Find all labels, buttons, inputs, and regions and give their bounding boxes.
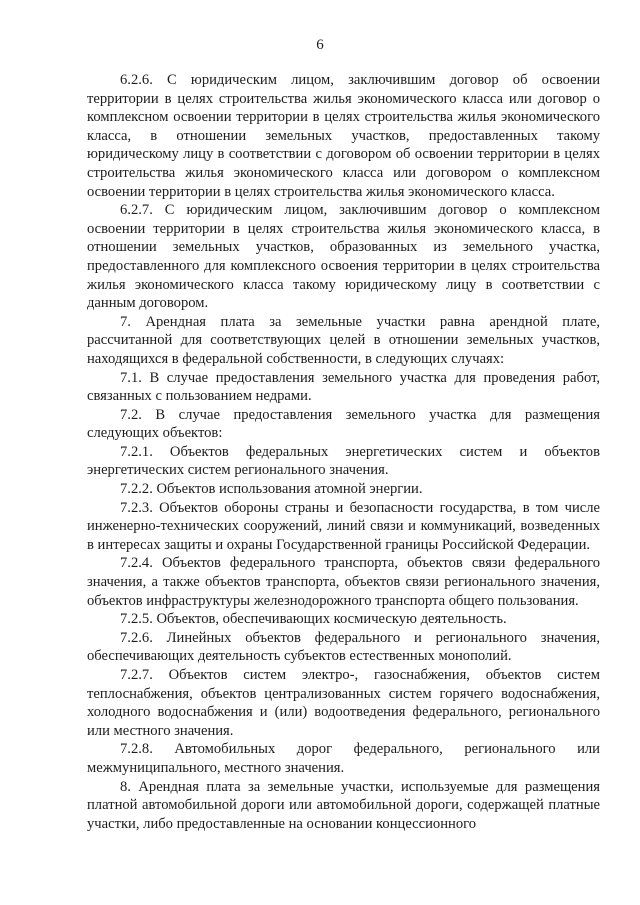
paragraph-7-2-7: 7.2.7. Объектов систем электро-, газоснабжения, объектов систем теплоснабжения, объектов централизованных систем горячего водоснабжения, холодного водоснабжения и (или) водоотведения федерального, регионального или местного значения. xyxy=(87,667,600,739)
paragraph-6-2-7: 6.2.7. С юридическим лицом, заключившим договор о комплексном освоении территории в целях строительства жилья экономического класса, в отношении земельных участков, образованных из земельного участка, предоставленного для комплексного освоения территории в целях строительства жилья экономического класса такому юридическому лицу в соответствии с данным договором. xyxy=(87,202,600,312)
paragraph-7-2-2: 7.2.2. Объектов использования атомной энергии. xyxy=(120,481,423,498)
paragraph-6-2-6: 6.2.6. С юридическим лицом, заключившим договор об освоении территории в целях строительства жилья экономического класса или договор о комплексном освоении территории в целях строительства жилья экономического класса, в отношении земельных участков, предоставленных такому юридическому лицу в соответствии с договором об освоении территории в целях строительства жилья экономического класса или договором о комплексном освоении территории в целях строительства жилья экономического класса. xyxy=(87,72,600,200)
page-number: 6 xyxy=(316,37,324,53)
paragraph-7-2-1: 7.2.1. Объектов федеральных энергетических систем и объектов энергетических систем регионального значения. xyxy=(87,443,600,479)
paragraph-7-2: 7.2. В случае предоставления земельного участка для размещения следующих объектов: xyxy=(87,406,600,442)
paragraph-7-2-3: 7.2.3. Объектов обороны страны и безопасности государства, в том числе инженерно-технических сооружений, линий связи и коммуникаций, возведенных в интересах защиты и охраны Государственной границы Российской Федерации. xyxy=(87,499,600,553)
paragraph-7-2-6: 7.2.6. Линейных объектов федерального и регионального значения, обеспечивающих деятельность субъектов естественных монополий. xyxy=(87,629,600,665)
paragraph-7-2-4: 7.2.4. Объектов федерального транспорта, объектов связи федерального значения, а также объектов транспорта, объектов связи регионального значения, объектов инфраструктуры железнодорожного транспорта общего пользования. xyxy=(87,555,600,609)
paragraph-7-2-8: 7.2.8. Автомобильных дорог федерального, регионального или межмуниципального, местного значения. xyxy=(87,741,600,776)
paragraph-7-2-5: 7.2.5. Объектов, обеспечивающих космическую деятельность. xyxy=(120,611,507,628)
paragraph-7: 7. Арендная плата за земельные участки равна арендной плате, рассчитанной для соответствующих целей в отношении земельных участков, находящихся в федеральной собственности, в следующих случаях: xyxy=(87,313,600,367)
document-body xyxy=(87,71,600,833)
paragraph-8: 8. Арендная плата за земельные участки, используемые для размещения платной автомобильной дороги или автомобильной дороги, содержащей платные участки, либо предоставленные на основании концессионного xyxy=(87,778,600,832)
paragraph-7-1: 7.1. В случае предоставления земельного участка для проведения работ, связанных с пользованием недрами. xyxy=(87,369,600,405)
